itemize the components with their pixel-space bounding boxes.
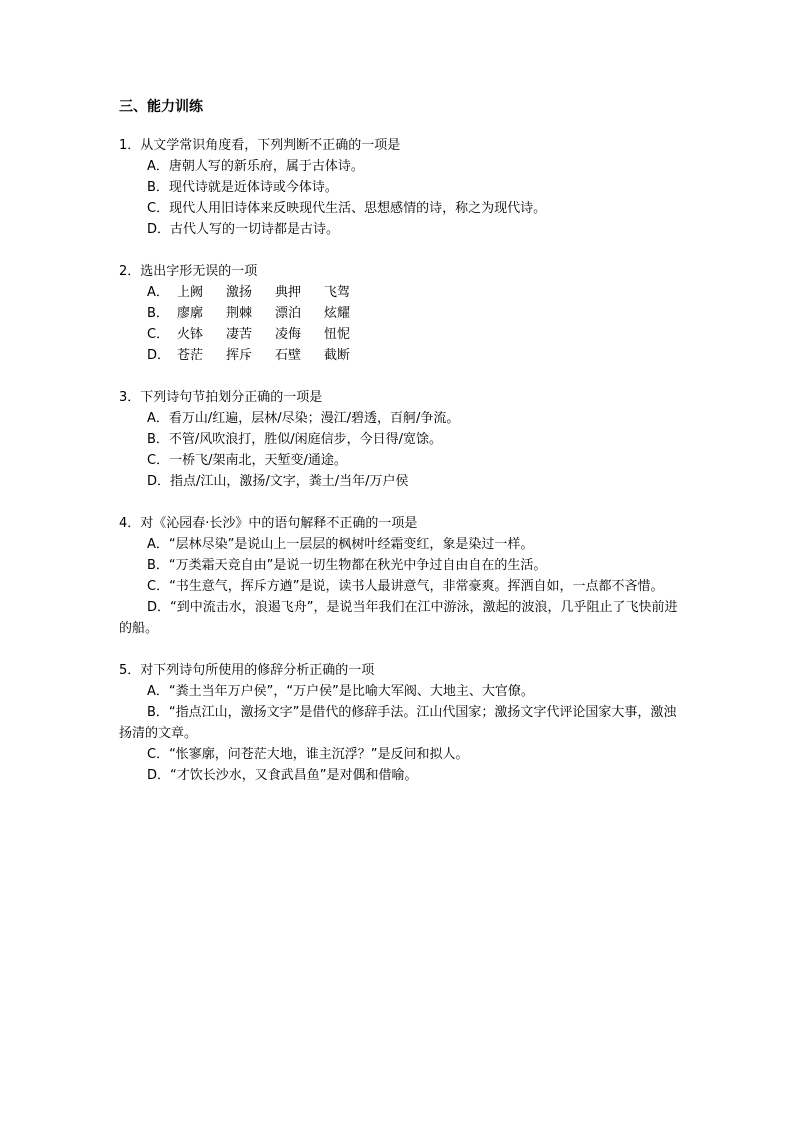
word-cell: 凄苦: [226, 327, 253, 342]
question-stem: 2．选出字形无误的一项: [119, 264, 258, 279]
question-stem: 5．对下列诗句所使用的修辞分析正确的一项: [119, 663, 375, 678]
question-stem: 4．对《沁园春·长沙》中的语句解释不正确的一项是: [119, 516, 418, 531]
option-a: A．“层林尽染”是说山上一层层的枫树叶经霜变红，象是染过一样。: [147, 537, 534, 552]
option-row-a: [119, 282, 679, 303]
option-b: B．不管/风吹浪打，胜似/闲庭信步，今日得/宽馀。: [147, 432, 443, 447]
word-cell: 苍茫: [177, 348, 204, 363]
word-cell: 典押: [275, 285, 302, 300]
word-cell: 石壁: [275, 348, 302, 363]
option-d: D．“才饮长沙水，又食武昌鱼”是对偶和借喻。: [147, 768, 418, 783]
word-cell: 挥斥: [226, 348, 253, 363]
word-cell: 炫耀: [324, 306, 351, 321]
option-d: D．指点/江山，激扬/文字，粪土/当年/万户侯: [147, 474, 409, 489]
question-5: [119, 660, 679, 786]
option-a: A．“粪土当年万户侯”，“万户侯”是比喻大军阀、大地主、大官僚。: [147, 684, 534, 699]
question-3: [119, 387, 679, 492]
word-cell: 凌侮: [275, 327, 302, 342]
word-cell: 飞驾: [324, 285, 351, 300]
word-cell: 忸怩: [324, 327, 351, 342]
option-row-c: [119, 324, 679, 345]
question-stem: 3．下列诗句节拍划分正确的一项是: [119, 390, 323, 405]
option-label: B．: [147, 306, 169, 321]
word-cell: 漂泊: [275, 306, 302, 321]
option-label: C．: [147, 327, 170, 342]
word-cell: 廖廓: [177, 306, 204, 321]
word-cell: 火钵: [177, 327, 204, 342]
option-a: A．唐朝人写的新乐府，属于古体诗。: [147, 159, 364, 174]
document-content: [119, 96, 679, 807]
option-a: A．看万山/红遍，层林/尽染；漫江/碧透，百舸/争流。: [147, 411, 460, 426]
question-1: [119, 135, 679, 240]
word-cell: 上阙: [177, 285, 204, 300]
option-d: D．古代人写的一切诗都是古诗。: [147, 222, 340, 237]
option-row-d: [119, 345, 679, 366]
option-c: C．“怅寥廓，问苍茫大地，谁主沉浮？”是反问和拟人。: [147, 747, 469, 762]
question-stem: 1．从文学常识角度看，下列判断不正确的一项是: [119, 138, 401, 153]
option-label: A．: [147, 285, 169, 300]
option-b: B．现代诗就是近体诗或今体诗。: [147, 180, 338, 195]
option-row-b: [119, 303, 679, 324]
option-b: B．“万类霜天竞自由”是说一切生物都在秋光中争过自由自在的生活。: [147, 558, 547, 573]
section-title: 三、能力训练: [119, 99, 203, 115]
word-cell: 荆棘: [226, 306, 253, 321]
word-cell: 激扬: [226, 285, 253, 300]
option-c: C．现代人用旧诗体来反映现代生活、思想感情的诗，称之为现代诗。: [147, 201, 547, 216]
word-cell: 截断: [324, 348, 351, 363]
option-label: D．: [147, 348, 171, 363]
option-d: D．“到中流击水，浪遏飞舟”，是说当年我们在江中游泳，激起的波浪，几乎阻止了飞快前进的船。: [119, 600, 678, 636]
question-2: [119, 261, 679, 366]
question-4: [119, 513, 679, 639]
option-c: C．一桥飞/架南北，天堑变/通途。: [147, 453, 347, 468]
option-c: C．“书生意气，挥斥方遒”是说，读书人最讲意气，非常豪爽。挥洒自如，一点都不吝惜。: [147, 579, 664, 594]
option-b: B．“指点江山，激扬文字”是借代的修辞手法。江山代国家；激扬文字代评论国家大事，激浊扬清的文章。: [119, 705, 677, 741]
